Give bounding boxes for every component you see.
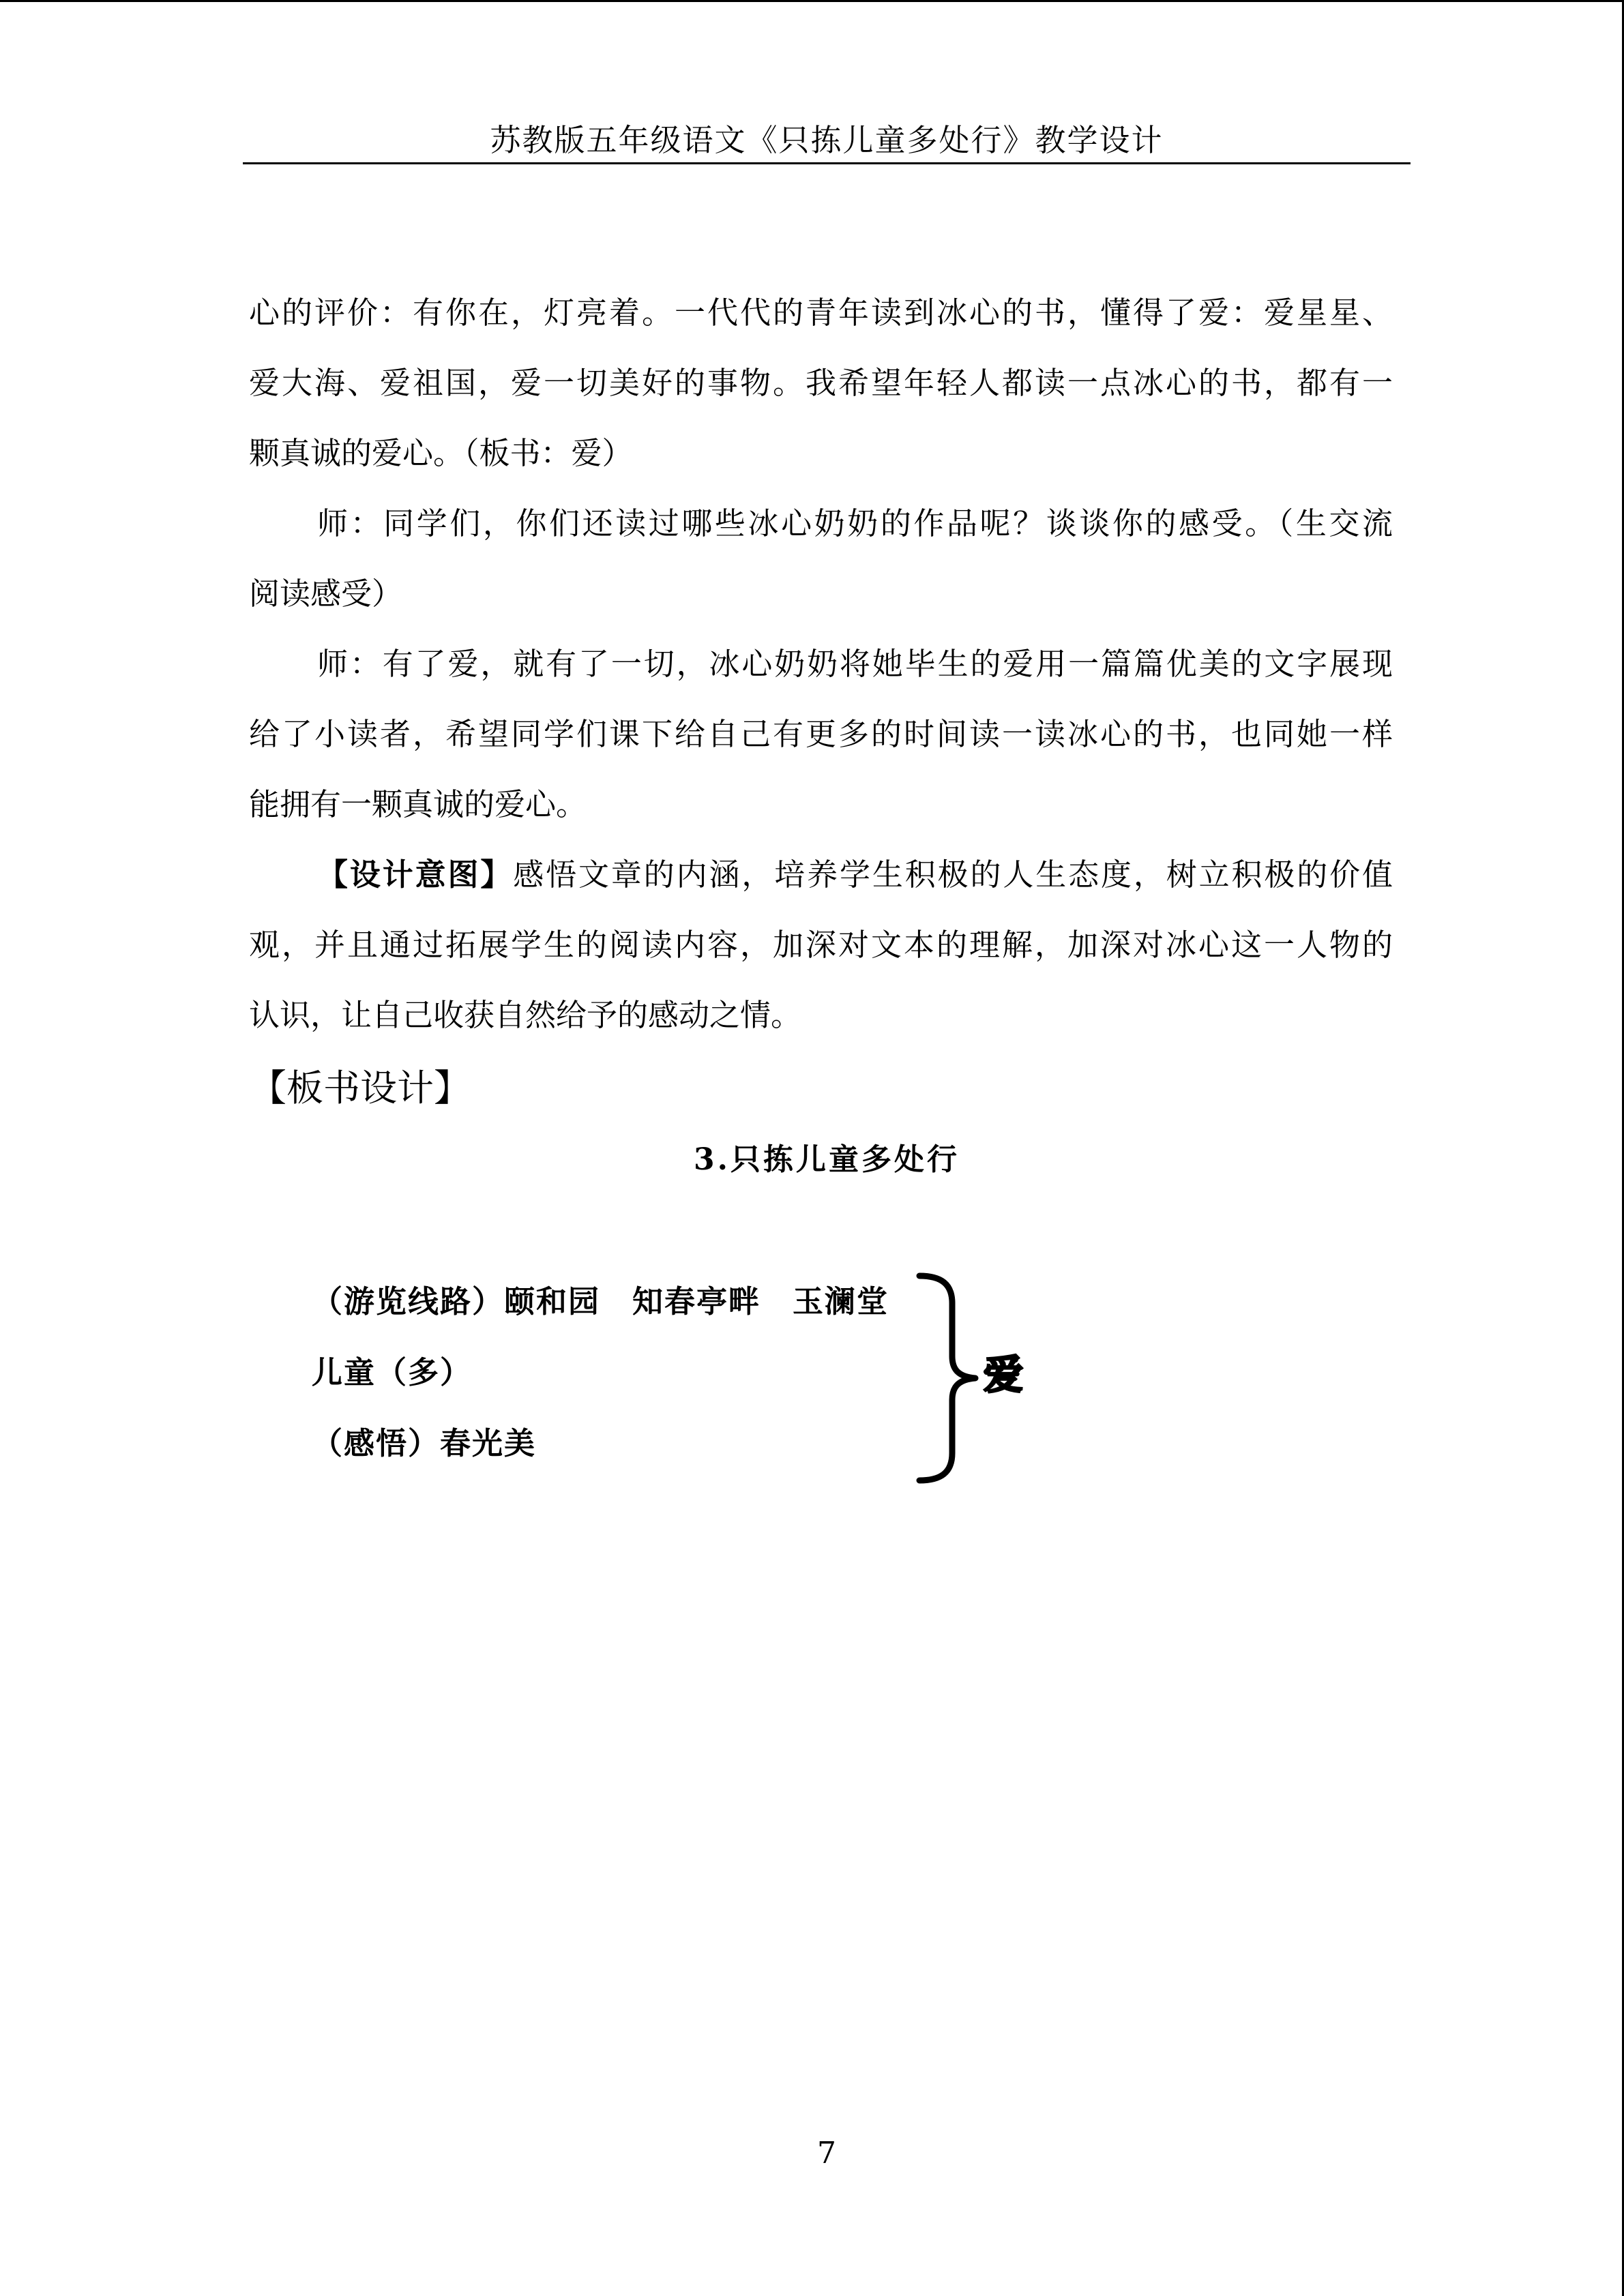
board-line-insight: （感悟）春光美 [312, 1425, 537, 1461]
paragraph-2-line-2: 阅读感受） [249, 576, 403, 612]
paragraph-4-line-2: 观，并且通过拓展学生的阅读内容，加深对文本的理解，加深对冰心这一人物的 [249, 927, 1393, 963]
header-rule [243, 162, 1411, 164]
design-intent-label: 【设计意图】 [317, 856, 514, 893]
paragraph-4-line-3: 认识，让自己收获自然给予的感动之情。 [249, 997, 802, 1033]
board-design-title: 3.只拣儿童多处行 [694, 1142, 960, 1177]
body-text [249, 278, 1393, 1050]
board-line-children: 儿童（多） [312, 1354, 473, 1390]
paragraph-1-line-1: 心的评价：有你在，灯亮着。一代代的青年读到冰心的书，懂得了爱：爱星星、 [249, 295, 1393, 331]
page-header-title: 苏教版五年级语文《只拣儿童多处行》教学设计 [490, 122, 1164, 158]
design-intent-text: 感悟文章的内涵，培养学生积极的人生态度，树立积极的价值 [513, 856, 1393, 893]
paragraph-1-line-3: 颗真诚的爱心。（板书：爱） [249, 435, 633, 471]
paragraph-2-line-1: 师：同学们，你们还读过哪些冰心奶奶的作品呢？谈谈你的感受。（生交流 [317, 505, 1393, 541]
paragraph-3-line-3: 能拥有一颗真诚的爱心。 [249, 786, 587, 822]
page-number: 7 [817, 2136, 836, 2171]
board-design-heading: 【板书设计】 [250, 1067, 471, 1109]
paragraph-1-line-2: 爱大海、爱祖国，爱一切美好的事物。我希望年轻人都读一点冰心的书，都有一 [249, 365, 1393, 401]
paragraph-3-line-2: 给了小读者，希望同学们课下给自己有更多的时间读一读冰心的书，也同她一样 [249, 716, 1393, 752]
paragraph-4-line-1 [249, 839, 1393, 910]
paragraph-3-line-1: 师：有了爱，就有了一切，冰心奶奶将她毕生的爱用一篇篇优美的文字展现 [317, 646, 1393, 682]
board-summary-word: 爱 [984, 1352, 1024, 1398]
board-line-route: （游览线路）颐和园 知春亭畔 玉澜堂 [312, 1283, 889, 1320]
right-brace [914, 1269, 982, 1487]
board-design-lines [312, 1266, 912, 1479]
